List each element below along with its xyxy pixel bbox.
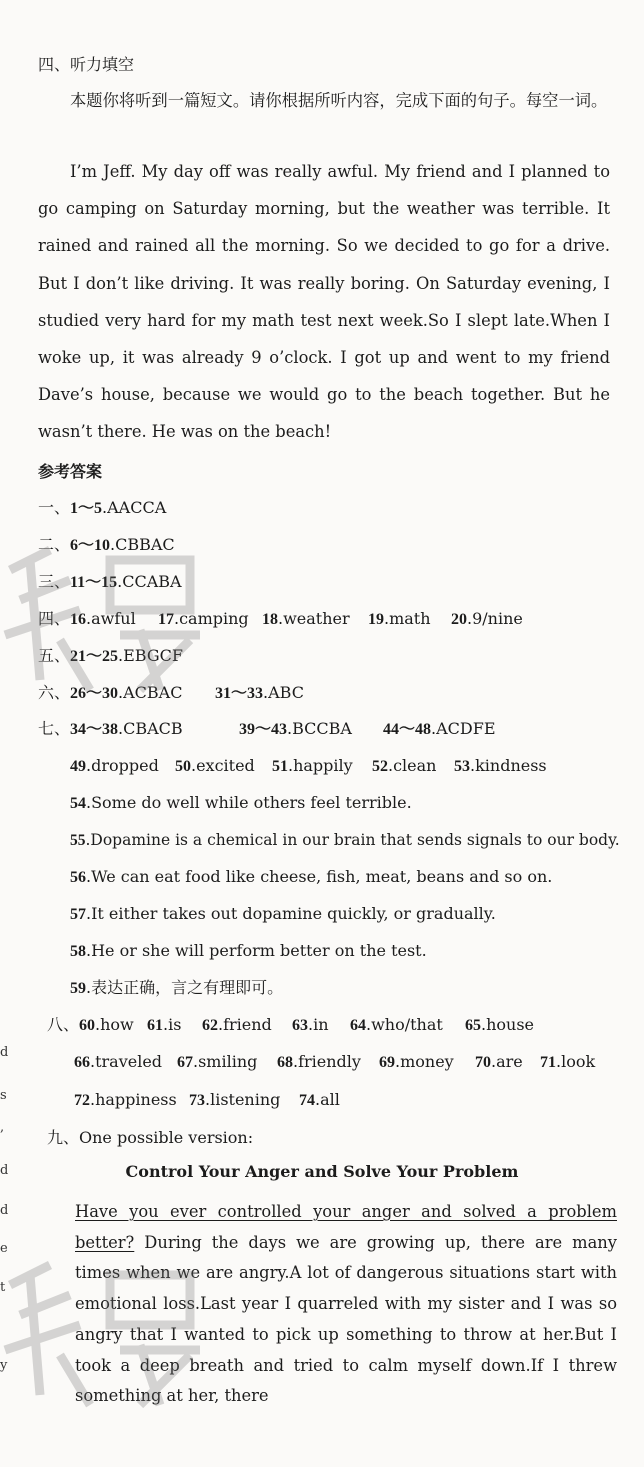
answer-69: 69.money bbox=[379, 1052, 454, 1071]
answer-55: 55.Dopamine is a chemical in our brain that sends signals to our body. bbox=[70, 831, 620, 849]
answers-heading: 参考答案 bbox=[38, 462, 103, 481]
answer-50: 50.excited bbox=[175, 756, 255, 775]
essay-opening-sentence: Have you ever controlled your anger and solved a problem better? bbox=[75, 1202, 617, 1252]
answer-51: 51.happily bbox=[272, 756, 353, 775]
answer-72: 72.happiness bbox=[74, 1090, 177, 1109]
answer-66: 66.traveled bbox=[74, 1052, 163, 1071]
answer-63: 63.in bbox=[292, 1015, 329, 1034]
edge-letter: s bbox=[0, 1088, 7, 1103]
answer-row-8: 八、60.how bbox=[47, 1015, 134, 1034]
answer-row-4: 四、16.awful bbox=[38, 609, 136, 628]
edge-letter: t bbox=[0, 1280, 6, 1295]
edge-letter: e bbox=[0, 1241, 8, 1256]
answer-61: 61.is bbox=[147, 1015, 182, 1034]
answer-71: 71.look bbox=[540, 1052, 596, 1071]
edge-letter: y bbox=[0, 1358, 8, 1373]
answer-17: 17.camping bbox=[158, 609, 249, 628]
answer-57: 57.It either takes out dopamine quickly, or gradually. bbox=[70, 904, 496, 923]
section4-heading: 四、听力填空 bbox=[38, 55, 135, 74]
answer-44-48: 44～48.ACDFE bbox=[383, 719, 496, 738]
answer-65: 65.house bbox=[465, 1015, 535, 1034]
answer-62: 62.friend bbox=[202, 1015, 272, 1034]
listening-instructions bbox=[38, 82, 610, 119]
answer-row-9: 九、One possible version: bbox=[47, 1128, 254, 1147]
answer-54: 54.Some do well while others feel terrible. bbox=[70, 793, 412, 812]
answer-70: 70.are bbox=[475, 1052, 523, 1071]
answer-68: 68.friendly bbox=[277, 1052, 361, 1071]
answer-19: 19.math bbox=[368, 609, 431, 628]
answer-59: 59.表达正确，言之有理即可。 bbox=[70, 978, 284, 997]
answer-row-1: 一、1～5.AACCA bbox=[38, 498, 167, 517]
edge-letter: , bbox=[0, 1120, 5, 1135]
passage-text: I’m Jeff. My day off was really awful. My friend and I planned to go camping on Saturday morning, but the weather was terrible. It rained and rained all the morning. So we decided to go for a drive. But I don’t like driving. It was really boring. On Saturday evening, I studied very hard for my math test next week.So I slept late.When I woke up, it was already 9 o’clock. I got up and went to my friend Dave’s house, because we would go to the beach together. But he wasn’t there. He was on the beach! bbox=[38, 162, 610, 442]
watermark-top bbox=[0, 540, 220, 700]
answer-64: 64.who/that bbox=[350, 1015, 443, 1034]
answer-58: 58.He or she will perform better on the test. bbox=[70, 941, 427, 960]
answer-row-5: 五、21～25.EBGCF bbox=[38, 646, 183, 665]
answer-74: 74.all bbox=[299, 1090, 340, 1109]
edge-letter: d bbox=[0, 1045, 9, 1060]
watermark-bottom bbox=[0, 1255, 220, 1425]
answer-52: 52.clean bbox=[372, 756, 437, 775]
edge-letter: d bbox=[0, 1203, 9, 1218]
answer-row-7: 七、34～38.CBACB bbox=[38, 719, 183, 738]
answer-31-33: 31～33.ABC bbox=[215, 683, 304, 702]
answer-39-43: 39～43.BCCBA bbox=[239, 719, 352, 738]
essay-title: Control Your Anger and Solve Your Problem bbox=[125, 1162, 519, 1181]
answer-row-6: 六、26～30.ACBAC bbox=[38, 683, 183, 702]
edge-letter: d bbox=[0, 1163, 9, 1178]
answer-56: 56.We can eat food like cheese, fish, meat, beans and so on. bbox=[70, 867, 553, 886]
answer-67: 67.smiling bbox=[177, 1052, 258, 1071]
listening-passage bbox=[38, 153, 610, 451]
answer-18: 18.weather bbox=[262, 609, 350, 628]
instructions-text: 本题你将听到一篇短文。请你根据所听内容，完成下面的句子。每空一词。 bbox=[70, 91, 608, 110]
answer-20: 20.9/nine bbox=[451, 609, 523, 628]
answer-row-3: 三、11～15.CCABA bbox=[38, 572, 182, 591]
answer-73: 73.listening bbox=[189, 1090, 281, 1109]
essay-body-text: During the days we are growing up, there are many times when we are angry.A lot of dangerous situations start with emotional loss.Last year I quarreled with my sister and I was so angry that I wanted to pick up something to throw at her.But I took a deep breath and tried to calm myself down.If I threw something at her, there bbox=[75, 1232, 617, 1406]
answer-53: 53.kindness bbox=[454, 756, 547, 775]
answer-row-2: 二、6～10.CBBAC bbox=[38, 535, 175, 554]
answer-49: 49.dropped bbox=[70, 756, 159, 775]
